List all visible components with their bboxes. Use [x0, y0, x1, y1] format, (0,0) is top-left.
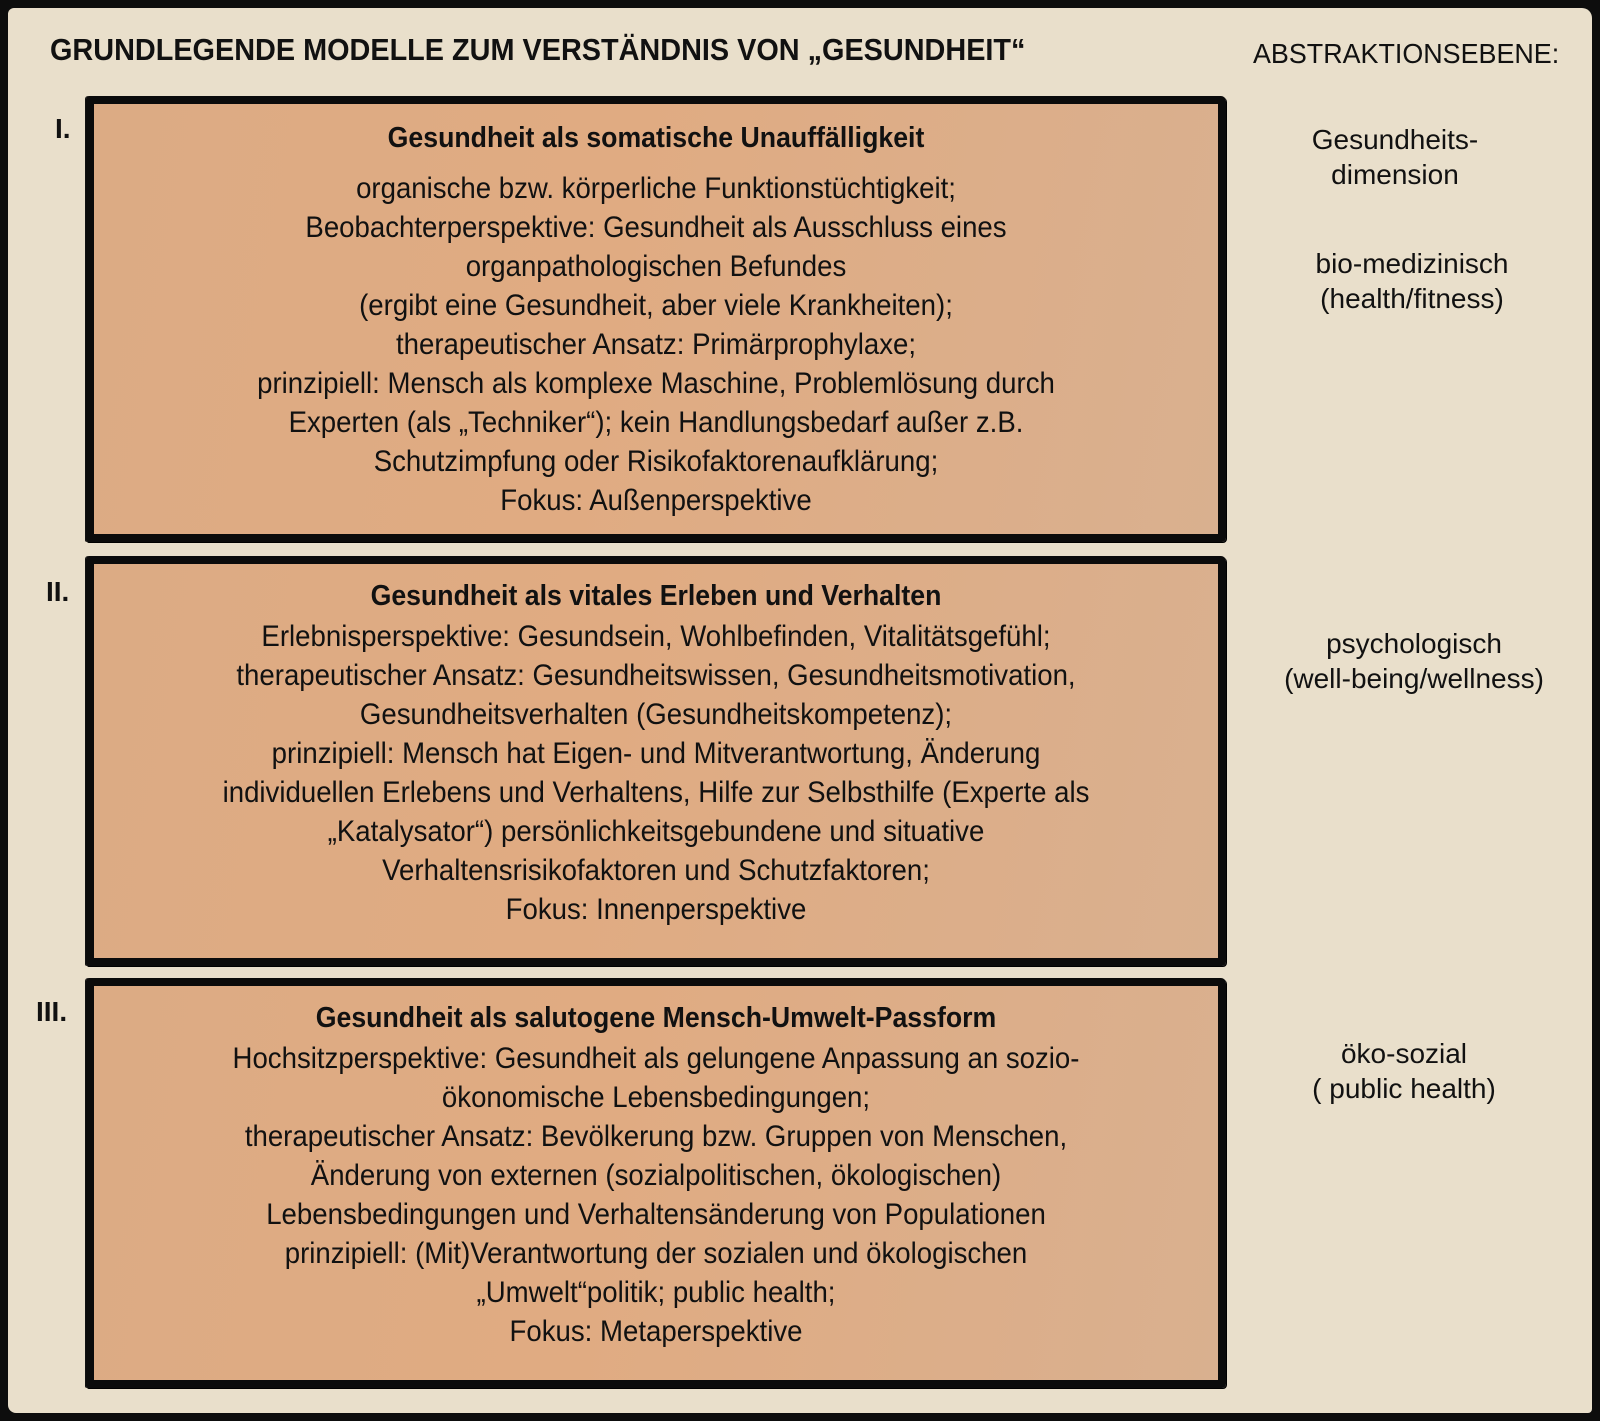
model-title-1: Gesundheit als somatische Unauffälligkeit [387, 122, 925, 154]
model-line: prinzipiell: Mensch als komplexe Maschine, Problemlösung durch [257, 367, 1055, 400]
model-line: Schutzimpfung oder Risikofaktorenaufklärung; [373, 445, 939, 478]
model-box-3 [86, 978, 1226, 1388]
model-title-3: Gesundheit als salutogene Mensch-Umwelt-Passform [315, 1002, 997, 1034]
model-line: Beobachterperspektive: Gesundheit als Ausschluss eines [305, 211, 1007, 244]
abstraction-header: ABSTRAKTIONSEBENE: [1253, 38, 1560, 69]
model-numeral-3: III. [36, 996, 68, 1027]
model-line: Änderung von externen (sozialpolitischen, ökologischen) [310, 1159, 1002, 1192]
model-line: therapeutischer Ansatz: Bevölkerung bzw. Gruppen von Menschen, [244, 1120, 1068, 1153]
abstraction-level-2: psychologisch (well-being/wellness) [1284, 628, 1544, 694]
model-line: therapeutischer Ansatz: Gesundheitswissen, Gesundheitsmotivation, [236, 659, 1076, 692]
abstraction-level-3: öko-sozial ( public health) [1312, 1038, 1496, 1104]
model-line: Fokus: Metaperspektive [509, 1315, 803, 1348]
model-line: Erlebnisperspektive: Gesundsein, Wohlbefinden, Vitalitätsgefühl; [261, 620, 1051, 653]
model-line: „Umwelt“politik; public health; [476, 1276, 836, 1309]
model-box-1 [86, 96, 1226, 542]
model-line: organische bzw. körperliche Funktionstüchtigkeit; [356, 172, 956, 205]
model-line: Experten (als „Techniker“); kein Handlungsbedarf außer z.B. [288, 406, 1024, 439]
abstraction-level-1: bio-medizinisch (health/fitness) [1315, 248, 1509, 314]
model-line: Lebensbedingungen und Verhaltensänderung von Populationen [266, 1198, 1046, 1231]
model-line: Hochsitzperspektive: Gesundheit als gelungene Anpassung an sozio- [232, 1042, 1080, 1075]
model-line: Fokus: Außenperspektive [500, 484, 812, 517]
model-title-2: Gesundheit als vitales Erleben und Verhalten [370, 580, 942, 612]
model-line: Fokus: Innenperspektive [505, 893, 807, 926]
model-line: (ergibt eine Gesundheit, aber viele Krankheiten); [359, 289, 953, 322]
model-numeral-1: I. [55, 113, 71, 144]
model-line: therapeutischer Ansatz: Primärprophylaxe; [395, 328, 917, 361]
model-box-2 [86, 556, 1226, 966]
model-line: prinzipiell: (Mit)Verantwortung der sozialen und ökologischen [284, 1237, 1028, 1270]
model-lines-1 [94, 169, 1218, 520]
model-line: Gesundheitsverhalten (Gesundheitskompetenz); [359, 698, 953, 731]
model-numeral-2: II. [46, 576, 70, 607]
model-line: prinzipiell: Mensch hat Eigen- und Mitverantwortung, Änderung [271, 737, 1041, 770]
model-line: ökonomische Lebensbedingungen; [441, 1081, 871, 1114]
dimension-label: Gesundheits- dimension [1311, 124, 1479, 190]
model-line: „Katalysator“) persönlichkeitsgebundene und situative [327, 815, 985, 848]
diagram-title: GRUNDLEGENDE MODELLE ZUM VERSTÄNDNIS VON „GESUNDHEIT“ [50, 32, 1026, 67]
model-line: organpathologischen Befundes [465, 250, 847, 283]
model-line: individuellen Erlebens und Verhaltens, Hilfe zur Selbsthilfe (Experte als [222, 776, 1090, 809]
model-lines-2 [94, 617, 1218, 929]
model-line: Verhaltensrisikofaktoren und Schutzfaktoren; [382, 854, 930, 887]
model-lines-3 [94, 1039, 1218, 1351]
